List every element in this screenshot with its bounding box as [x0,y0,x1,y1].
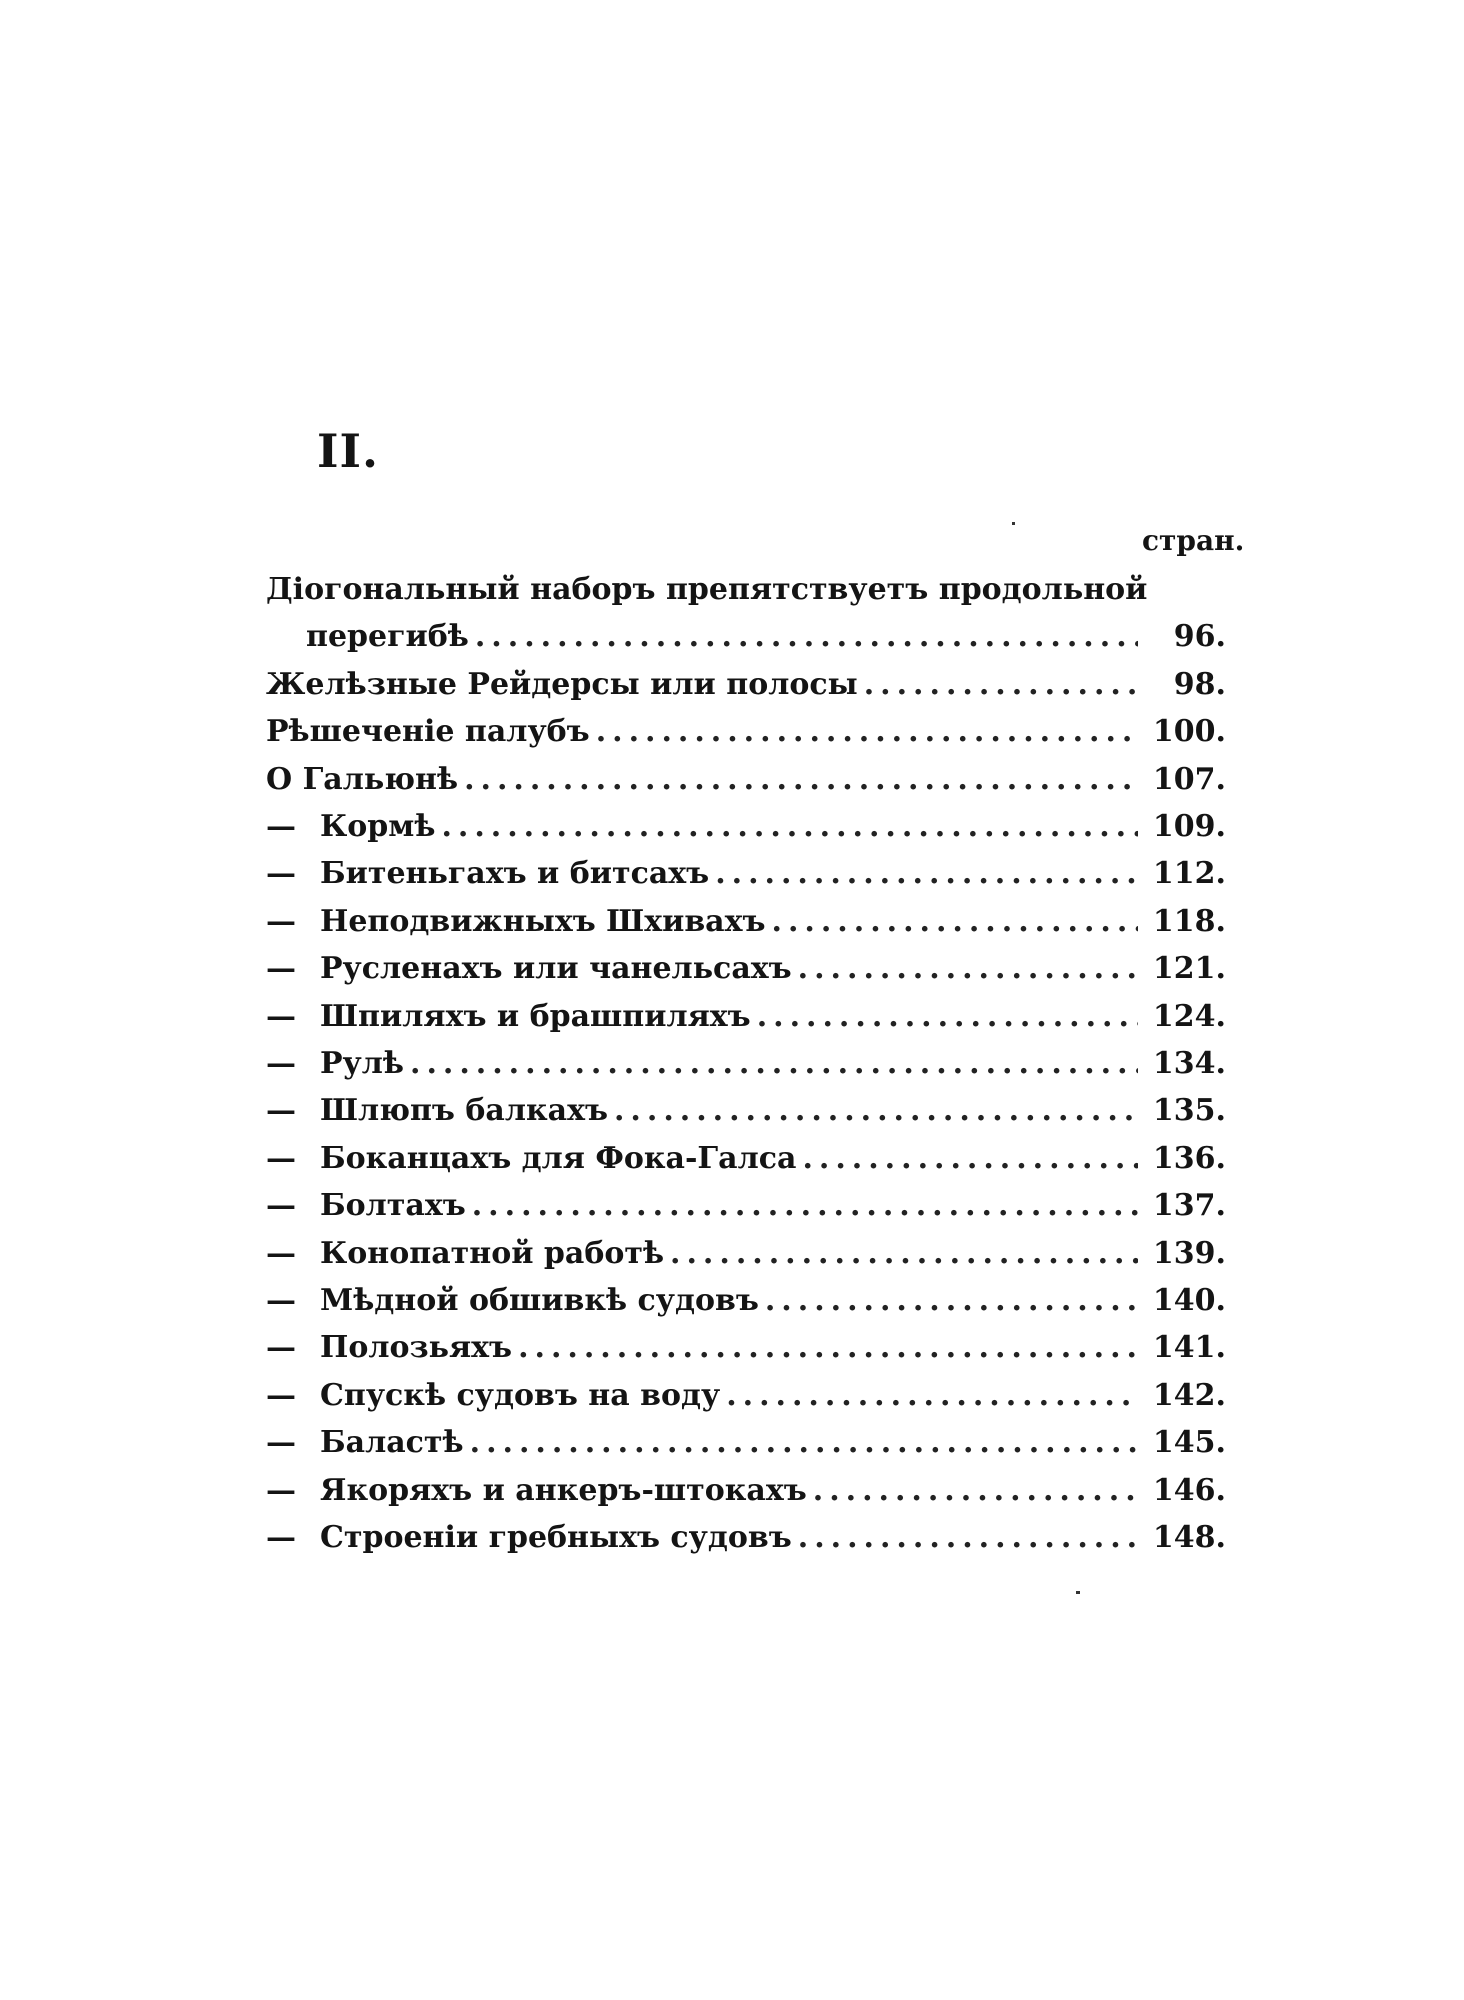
toc-entry [266,1372,1226,1420]
toc-entry [266,661,1226,709]
toc-entry [266,1277,1226,1325]
section-numeral: II. [317,424,380,478]
toc-entry-title: Болтахъ [320,1188,466,1223]
toc-entry-title: Боканцахъ для Фока-Галса [320,1141,797,1176]
toc-page-number: 136. [1152,1141,1226,1176]
dot-leader [518,1324,1138,1372]
toc-entry-title: Діогональный наборъ препятствуетъ продольной [266,572,1148,607]
dot-leader [813,1467,1138,1515]
ditto-dash: — [266,1520,296,1555]
toc-page-number: 107. [1152,762,1226,797]
toc-entry-title: Баластѣ [320,1425,464,1460]
toc-entry-title: Рѣшеченіе палубъ [266,714,590,749]
toc-entry [266,898,1226,946]
toc-page-number: 109. [1152,809,1226,844]
toc-entry [266,708,1226,756]
toc-entry-title: перегибѣ [306,619,469,654]
toc-entry-title: Битеньгахъ и битсахъ [320,856,710,891]
toc-page-number: 141. [1152,1330,1226,1365]
toc-entry-title: Конопатной работѣ [320,1236,665,1271]
toc-entry [266,756,1226,804]
toc-entry-title: Шлюпъ балкахъ [320,1093,608,1128]
dot-leader [798,945,1138,993]
toc-page-number: 96. [1173,619,1226,654]
toc-entry [266,1419,1226,1467]
ditto-dash: — [266,1093,296,1128]
ditto-dash: — [266,1046,296,1081]
toc-entry [266,1230,1226,1278]
print-speck [1012,522,1015,525]
dot-leader [614,1087,1138,1135]
print-speck [1076,1591,1080,1594]
ditto-dash: — [266,856,296,891]
toc-entry-title: О Гальюнѣ [266,762,459,797]
toc-entry [266,1040,1226,1088]
dot-leader [670,1230,1138,1278]
dot-leader [472,1182,1138,1230]
ditto-dash: — [266,1283,296,1318]
dot-leader [798,1514,1138,1562]
toc-entry [266,850,1226,898]
toc-entry [266,803,1226,851]
toc-entry [266,566,1226,614]
toc-entry-title: Якоряхъ и анкеръ-штокахъ [320,1473,807,1508]
dot-leader [470,1419,1138,1467]
toc-entry [266,1182,1226,1230]
ditto-dash: — [266,1188,296,1223]
ditto-dash: — [266,1378,296,1413]
toc-entry-title: Рулѣ [320,1046,405,1081]
ditto-dash: — [266,1141,296,1176]
dot-leader [410,1040,1138,1088]
ditto-dash: — [266,1473,296,1508]
toc-page-number: 142. [1152,1378,1226,1413]
toc-page-number: 98. [1173,667,1226,702]
page-column-header: стран. [1142,524,1245,557]
ditto-dash: — [266,1330,296,1365]
dot-leader [765,1277,1138,1325]
toc-page-number: 112. [1152,856,1226,891]
toc-entry [266,1135,1226,1183]
toc-entry-title: Полозьяхъ [320,1330,513,1365]
toc-entry [266,993,1226,1041]
dot-leader [475,613,1138,661]
toc-entry-title: Кормѣ [320,809,436,844]
toc-entry-title: Неподвижныхъ Шхивахъ [320,904,766,939]
toc-entry [266,1087,1226,1135]
toc-page-number: 145. [1152,1425,1226,1460]
toc-entry [266,1514,1226,1562]
ditto-dash: — [266,1236,296,1271]
ditto-dash: — [266,951,296,986]
toc-page-number: 137. [1152,1188,1226,1223]
toc-entry [266,1324,1226,1372]
toc-page-number: 148. [1152,1520,1226,1555]
ditto-dash: — [266,1425,296,1460]
toc-entry-title: Спускѣ судовъ на воду [320,1378,721,1413]
toc-entry-title: Русленахъ или чанельсахъ [320,951,792,986]
toc-page-number: 134. [1152,1046,1226,1081]
dot-leader [864,661,1138,709]
dot-leader [772,898,1138,946]
toc-entry-title: Строеніи гребныхъ судовъ [320,1520,792,1555]
toc-page-number: 139. [1152,1236,1226,1271]
dot-leader [802,1135,1138,1183]
toc-page-number: 140. [1152,1283,1226,1318]
toc-entry [266,945,1226,993]
toc-entry [266,1467,1226,1515]
ditto-dash: — [266,904,296,939]
dot-leader [441,803,1138,851]
toc-page-number: 118. [1152,904,1226,939]
toc-entry [266,613,1226,661]
toc-entry-title: Шпиляхъ и брашпиляхъ [320,999,751,1034]
dot-leader [726,1372,1138,1420]
toc-page-number: 146. [1152,1473,1226,1508]
dot-leader [757,993,1138,1041]
ditto-dash: — [266,809,296,844]
toc-page-number: 121. [1152,951,1226,986]
toc-entry-title: Желѣзные Рейдерсы или полосы [266,667,858,702]
ditto-dash: — [266,999,296,1034]
toc-page-number: 124. [1152,999,1226,1034]
toc-entry-title: Мѣдной обшивкѣ судовъ [320,1283,759,1318]
dot-leader [464,756,1138,804]
toc-page-number: 135. [1152,1093,1226,1128]
dot-leader [715,850,1138,898]
toc-page-number: 100. [1152,714,1226,749]
dot-leader [596,708,1138,756]
